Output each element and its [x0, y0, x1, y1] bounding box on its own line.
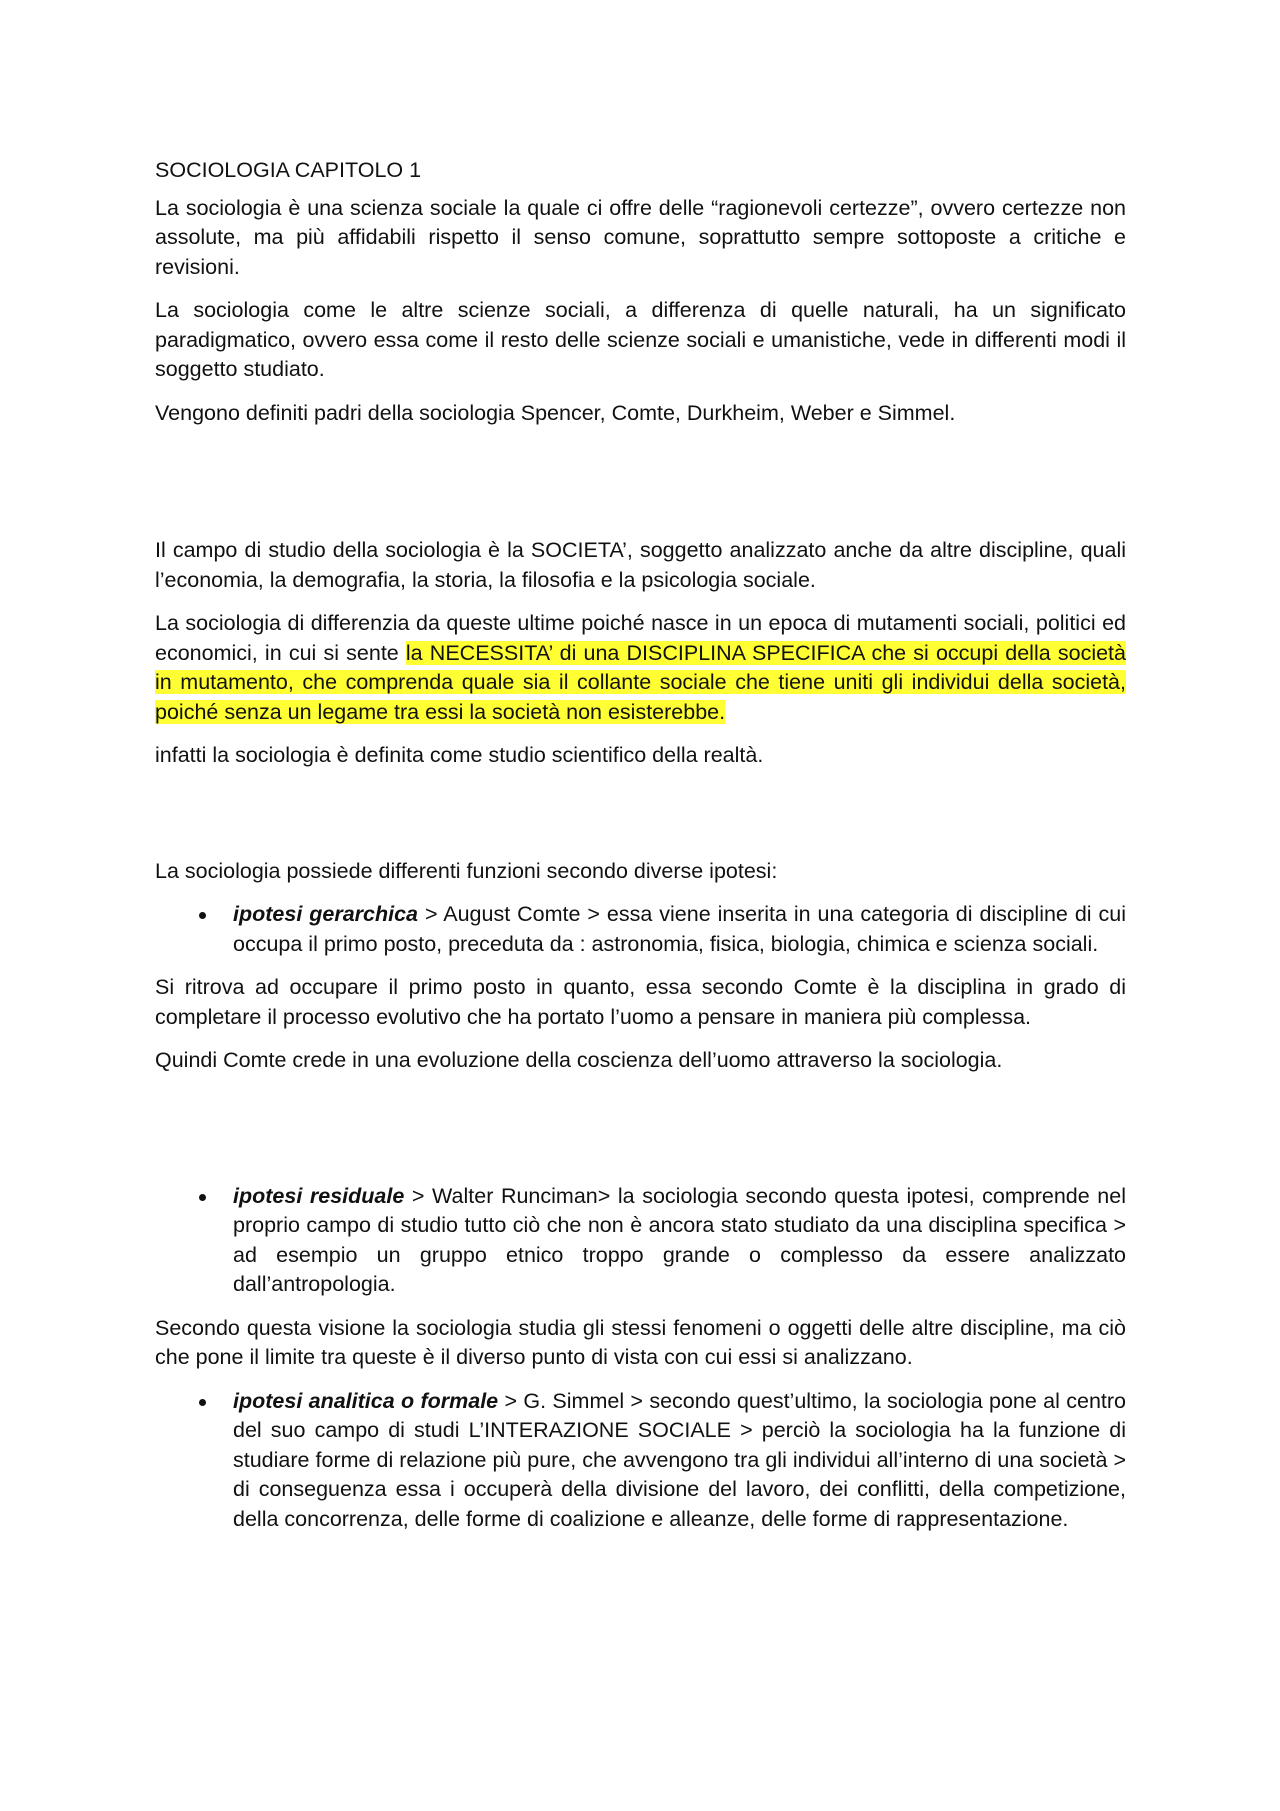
bullet-list-hierarchical	[155, 900, 1126, 959]
document-title: SOCIOLOGIA CAPITOLO 1	[155, 158, 422, 182]
paragraph-founders: Vengono definiti padri della sociologia Spencer, Comte, Durkheim, Weber e Simmel.	[155, 400, 956, 425]
bullet-icon	[199, 912, 206, 919]
bullet-icon	[199, 1399, 206, 1406]
list-item-text: > Walter Runciman> la sociologia secondo questa ipotesi, comprende nel proprio campo di studio tutto ciò che non è ancora stato studiato da una disciplina specifica > ad esempio un gruppo etnico troppo grande o complesso da essere analizzato dall’antropologia.	[233, 1183, 1126, 1296]
term-hierarchical: ipotesi gerarchica	[233, 902, 418, 926]
paragraph-scientific-study: infatti la sociologia è definita come studio scientifico della realtà.	[155, 743, 764, 767]
paragraph-paradigmatic: La sociologia come le altre scienze sociali, a differenza di quelle naturali, ha un significato paradigmatico, ovvero essa come il resto delle scienze sociali e umanistiche, vede in differenti modi il soggetto studiato.	[155, 298, 1126, 381]
list-item	[155, 1182, 1126, 1300]
spacer	[155, 785, 1126, 857]
bullet-icon	[199, 1194, 206, 1201]
highlighted-text: la NECESSITA’ di una DISCIPLINA SPECIFICA che si occupi della società in mutamento, che comprenda quale sia il collante sociale che tiene uniti gli individui della società, poiché senza un legame tra essi la società non esisterebbe.	[155, 640, 1126, 724]
paragraph-definition: La sociologia è una scienza sociale la quale ci offre delle “ragionevoli certezze”, ovvero certezze non assolute, ma più affidabili rispetto il senso comune, soprattutto sempre sottoposte a critiche e revisioni.	[155, 195, 1126, 279]
spacer	[155, 442, 1126, 536]
paragraph-comte-first-place: Si ritrova ad occupare il primo posto in quanto, essa secondo Comte è la disciplina in grado di completare il processo evolutivo che ha portato l’uomo a pensare in maniera più complessa.	[155, 975, 1126, 1029]
list-item	[155, 1387, 1126, 1535]
term-analytical: ipotesi analitica o formale	[233, 1388, 499, 1413]
term-residual: ipotesi residuale	[233, 1183, 405, 1208]
list-item-text: > G. Simmel > secondo quest’ultimo, la sociologia pone al centro del suo campo di studi L’INTERAZIONE SOCIALE > perciò la sociologia ha la funzione di studiare forme di relazione più pure, che avvengono tra gli individui all’interno di una società > di conseguenza essa i occuperà della divisione del lavoro, dei conflitti, della competizione, della concorrenza, delle forme di coalizione e alleanze, delle forme di rappresentazione.	[233, 1388, 1127, 1531]
document-page	[155, 156, 1126, 1548]
paragraph-necessity	[155, 609, 1126, 727]
paragraph-necessity-text: La sociologia di differenzia da queste ultime poiché nasce in un epoca di mutamenti sociali, politici ed economici, in cui si sente	[155, 611, 1126, 665]
bullet-list-analytical	[155, 1387, 1126, 1535]
spacer	[155, 1090, 1126, 1182]
paragraph-comte-evolution: Quindi Comte crede in una evoluzione della coscienza dell’uomo attraverso la sociologia.	[155, 1048, 1003, 1072]
list-item	[155, 900, 1126, 959]
bullet-list-residual	[155, 1182, 1126, 1300]
paragraph-functions-intro: La sociologia possiede differenti funzioni secondo diverse ipotesi:	[155, 858, 778, 883]
paragraph-field-of-study: Il campo di studio della sociologia è la SOCIETA’, soggetto analizzato anche da altre discipline, quali l’economia, la demografia, la storia, la filosofia e la psicologia sociale.	[155, 538, 1126, 592]
paragraph-point-of-view: Secondo questa visione la sociologia studia gli stessi fenomeni o oggetti delle altre discipline, ma ciò che pone il limite tra queste è il diverso punto di vista con cui essi si analizzano.	[155, 1315, 1126, 1369]
list-item-text: > August Comte > essa viene inserita in una categoria di discipline di cui occupa il primo posto, preceduta da : astronomia, fisica, biologia, chimica e scienza sociali.	[233, 902, 1126, 956]
